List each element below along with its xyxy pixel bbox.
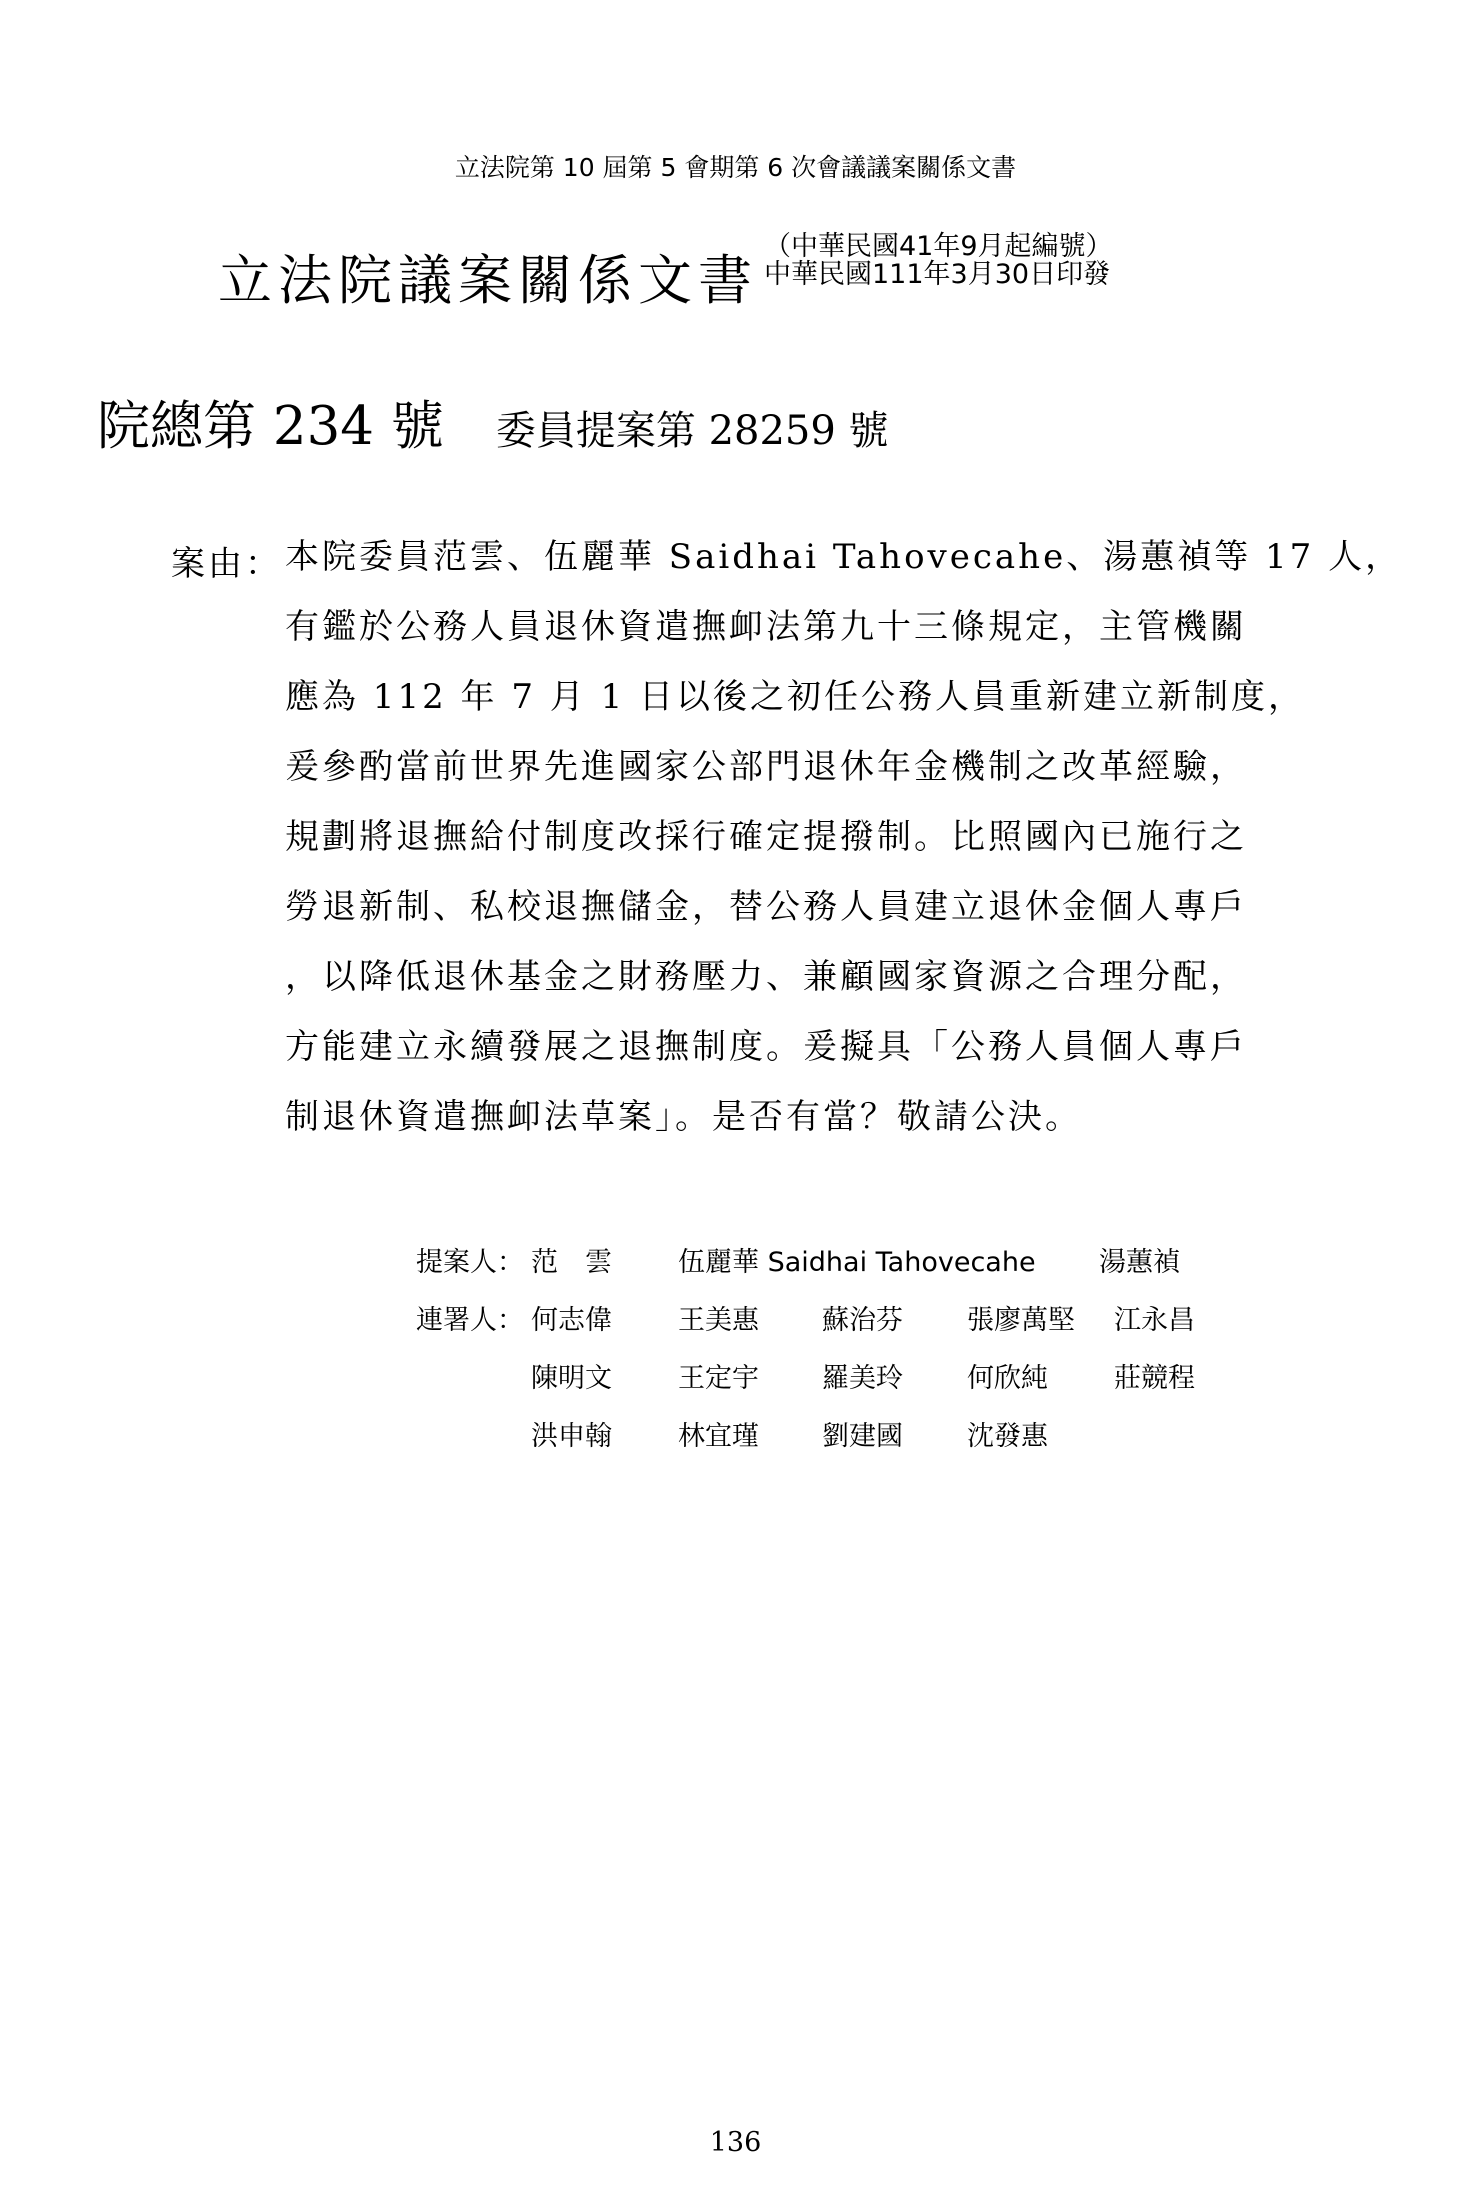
cosigners-row — [416, 1356, 1216, 1414]
cosigner-name: 江永昌 — [1114, 1305, 1195, 1336]
case-line: 本院委員范雲、伍麗華 Saidhai Tahovecahe、湯蕙禎等 17 人， — [285, 537, 1403, 577]
page-number: 136 — [709, 2127, 762, 2158]
case-line: 爰參酌當前世界先進國家公部門退休年金機制之改革經驗， — [285, 747, 1247, 787]
member-proposal-number: 委員提案第 28259 號 — [495, 408, 889, 454]
signers-block — [416, 1240, 1216, 1472]
case-body — [285, 536, 1403, 1166]
case-line: 有鑑於公務人員退休資遣撫卹法第九十三條規定，主管機關 — [285, 607, 1247, 647]
proposers-label: 提案人： — [416, 1247, 524, 1278]
document-numbers — [97, 384, 889, 460]
case-line: 方能建立永續發展之退撫制度。爰擬具「公務人員個人專戶 — [285, 1027, 1247, 1067]
title-meta — [764, 233, 1113, 289]
numbering-note: （中華民國41年9月起編號） — [764, 231, 1113, 262]
cosigners-row — [416, 1298, 1216, 1356]
cosigner-name: 劉建國 — [822, 1421, 903, 1452]
cosigners-row — [416, 1414, 1216, 1472]
case-line: ，以降低退休基金之財務壓力、兼顧國家資源之合理分配， — [285, 957, 1247, 997]
cosigner-name: 莊競程 — [1114, 1363, 1195, 1394]
general-number: 院總第 234 號 — [97, 396, 444, 457]
case-line: 應為 112 年 7 月 1 日以後之初任公務人員重新建立新制度， — [285, 677, 1306, 717]
cosigner-name: 王定宇 — [678, 1363, 759, 1394]
issue-date: 中華民國111年3月30日印發 — [764, 259, 1111, 290]
proposer-name: 湯蕙禎 — [1099, 1247, 1180, 1278]
case-line: 制退休資遣撫卹法草案」。是否有當？敬請公決。 — [285, 1097, 1082, 1137]
document-title: 立法院議案關係文書 — [218, 249, 758, 312]
cosigner-name: 張廖萬堅 — [967, 1305, 1075, 1336]
proposer-name: 伍麗華 Saidhai Tahovecahe — [678, 1247, 1036, 1278]
cosigner-name: 洪申翰 — [531, 1421, 612, 1452]
cosigner-name: 王美惠 — [678, 1305, 759, 1336]
running-header: 立法院第 10 屆第 5 會期第 6 次會議議案關係文書 — [454, 153, 1017, 182]
cosigner-name: 陳明文 — [531, 1363, 612, 1394]
cosigner-name: 沈發惠 — [967, 1421, 1048, 1452]
cosigner-name: 何志偉 — [531, 1305, 612, 1336]
cosigner-name: 何欣純 — [967, 1363, 1048, 1394]
case-line: 規劃將退撫給付制度改採行確定提撥制。比照國內已施行之 — [285, 817, 1247, 857]
case-label: 案由： — [171, 544, 282, 584]
proposers-row — [416, 1240, 1216, 1298]
case-line: 勞退新制、私校退撫儲金，替公務人員建立退休金個人專戶 — [285, 887, 1247, 927]
proposer-name: 范 雲 — [531, 1247, 612, 1278]
cosigners-label: 連署人： — [416, 1305, 524, 1336]
cosigner-name: 林宜瑾 — [678, 1421, 759, 1452]
cosigner-name: 蘇治芬 — [822, 1305, 903, 1336]
cosigner-name: 羅美玲 — [822, 1363, 903, 1394]
